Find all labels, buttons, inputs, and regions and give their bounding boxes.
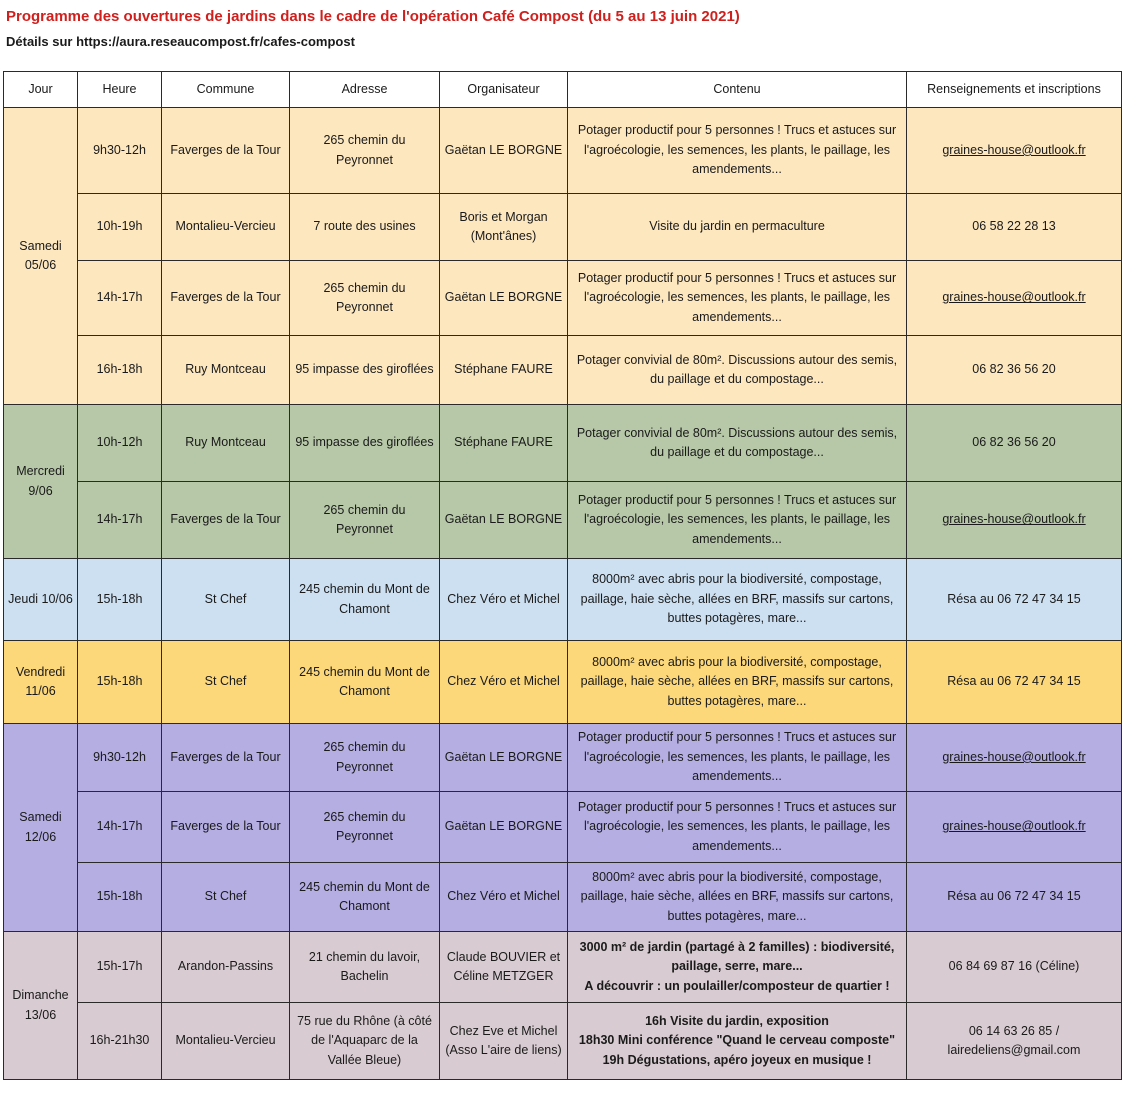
commune-cell: St Chef xyxy=(162,863,290,932)
phone-cell: Résa au 06 72 47 34 15 xyxy=(907,641,1122,724)
organizer-cell: Chez Eve et Michel (Asso L'aire de liens) xyxy=(440,1003,568,1080)
organizer-cell: Gaëtan LE BORGNE xyxy=(440,108,568,194)
address-cell: 95 impasse des giroflées xyxy=(290,405,440,482)
header-row xyxy=(4,72,1122,108)
address-cell: 265 chemin du Peyronnet xyxy=(290,108,440,194)
table-row xyxy=(4,932,1122,1003)
content-cell: Potager convivial de 80m². Discussions autour des semis, du paillage et du compostage... xyxy=(568,336,907,405)
day-cell: Vendredi 11/06 xyxy=(4,641,78,724)
time-cell: 16h-21h30 xyxy=(78,1003,162,1080)
table-row xyxy=(4,108,1122,194)
email-link[interactable]: graines-house@outlook.fr xyxy=(907,261,1122,336)
organizer-cell: Boris et Morgan (Mont'ânes) xyxy=(440,194,568,261)
phone-cell: 06 58 22 28 13 xyxy=(907,194,1122,261)
organizer-cell: Claude BOUVIER et Céline METZGER xyxy=(440,932,568,1003)
program-table xyxy=(3,71,1122,1080)
content-cell: 8000m² avec abris pour la biodiversité, compostage, paillage, haie sèche, allées en BRF, massifs sur cartons, buttes potagères, mare... xyxy=(568,863,907,932)
time-cell: 10h-19h xyxy=(78,194,162,261)
content-cell: Potager productif pour 5 personnes ! Trucs et astuces sur l'agroécologie, les semences, les plants, le paillage, les amendements... xyxy=(568,792,907,863)
time-cell: 14h-17h xyxy=(78,792,162,863)
commune-cell: Ruy Montceau xyxy=(162,405,290,482)
table-row xyxy=(4,559,1122,641)
commune-cell: Faverges de la Tour xyxy=(162,108,290,194)
phone-cell: 06 82 36 56 20 xyxy=(907,336,1122,405)
commune-cell: Faverges de la Tour xyxy=(162,724,290,792)
time-cell: 14h-17h xyxy=(78,261,162,336)
organizer-cell: Gaëtan LE BORGNE xyxy=(440,261,568,336)
table-row xyxy=(4,482,1122,559)
content-cell: Potager productif pour 5 personnes ! Trucs et astuces sur l'agroécologie, les semences, les plants, le paillage, les amendements... xyxy=(568,724,907,792)
table-row xyxy=(4,641,1122,724)
address-cell: 265 chemin du Peyronnet xyxy=(290,482,440,559)
address-cell: 75 rue du Rhône (à côté de l'Aquaparc de la Vallée Bleue) xyxy=(290,1003,440,1080)
content-cell: Potager productif pour 5 personnes ! Trucs et astuces sur l'agroécologie, les semences, les plants, le paillage, les amendements... xyxy=(568,482,907,559)
column-header: Jour xyxy=(4,72,78,108)
phone-cell: Résa au 06 72 47 34 15 xyxy=(907,863,1122,932)
content-cell: Visite du jardin en permaculture xyxy=(568,194,907,261)
day-cell: Dimanche 13/06 xyxy=(4,932,78,1080)
content-cell: 8000m² avec abris pour la biodiversité, compostage, paillage, haie sèche, allées en BRF, massifs sur cartons, buttes potagères, mare... xyxy=(568,559,907,641)
organizer-cell: Chez Véro et Michel xyxy=(440,641,568,724)
address-cell: 245 chemin du Mont de Chamont xyxy=(290,559,440,641)
address-cell: 265 chemin du Peyronnet xyxy=(290,792,440,863)
content-cell: 3000 m² de jardin (partagé à 2 familles) : biodiversité, paillage, serre, mare... A découvrir : un poulailler/composteur de quartier ! xyxy=(568,932,907,1003)
time-cell: 16h-18h xyxy=(78,336,162,405)
phone-cell: 06 84 69 87 16 (Céline) xyxy=(907,932,1122,1003)
column-header: Organisateur xyxy=(440,72,568,108)
organizer-cell: Chez Véro et Michel xyxy=(440,863,568,932)
address-cell: 265 chemin du Peyronnet xyxy=(290,724,440,792)
column-header: Adresse xyxy=(290,72,440,108)
address-cell: 95 impasse des giroflées xyxy=(290,336,440,405)
table-row xyxy=(4,863,1122,932)
time-cell: 9h30-12h xyxy=(78,724,162,792)
column-header: Commune xyxy=(162,72,290,108)
day-cell: Samedi 12/06 xyxy=(4,724,78,932)
email-link[interactable]: graines-house@outlook.fr xyxy=(907,792,1122,863)
page-title: Programme des ouvertures de jardins dans le cadre de l'opération Café Compost (du 5 au 13 juin 2021) xyxy=(6,8,740,25)
email-link[interactable]: graines-house@outlook.fr xyxy=(907,108,1122,194)
day-cell: Jeudi 10/06 xyxy=(4,559,78,641)
column-header: Heure xyxy=(78,72,162,108)
contact-cell: 06 14 63 26 85 / lairedeliens@gmail.com xyxy=(907,1003,1122,1080)
time-cell: 15h-18h xyxy=(78,559,162,641)
phone-cell: Résa au 06 72 47 34 15 xyxy=(907,559,1122,641)
organizer-cell: Gaëtan LE BORGNE xyxy=(440,724,568,792)
time-cell: 9h30-12h xyxy=(78,108,162,194)
table-row xyxy=(4,1003,1122,1080)
address-cell: 265 chemin du Peyronnet xyxy=(290,261,440,336)
address-cell: 245 chemin du Mont de Chamont xyxy=(290,641,440,724)
address-cell: 21 chemin du lavoir, Bachelin xyxy=(290,932,440,1003)
email-link[interactable]: graines-house@outlook.fr xyxy=(907,724,1122,792)
table-row xyxy=(4,194,1122,261)
content-cell: Potager productif pour 5 personnes ! Trucs et astuces sur l'agroécologie, les semences, les plants, le paillage, les amendements... xyxy=(568,261,907,336)
commune-cell: Ruy Montceau xyxy=(162,336,290,405)
organizer-cell: Gaëtan LE BORGNE xyxy=(440,482,568,559)
content-cell: 8000m² avec abris pour la biodiversité, compostage, paillage, haie sèche, allées en BRF, massifs sur cartons, buttes potagères, mare... xyxy=(568,641,907,724)
organizer-cell: Gaëtan LE BORGNE xyxy=(440,792,568,863)
content-cell: 16h Visite du jardin, exposition 18h30 Mini conférence "Quand le cerveau composte" 19h Dégustations, apéro joyeux en musique ! xyxy=(568,1003,907,1080)
address-cell: 7 route des usines xyxy=(290,194,440,261)
table-row xyxy=(4,405,1122,482)
organizer-cell: Chez Véro et Michel xyxy=(440,559,568,641)
time-cell: 15h-18h xyxy=(78,641,162,724)
day-cell: Mercredi 9/06 xyxy=(4,405,78,559)
phone-cell: 06 82 36 56 20 xyxy=(907,405,1122,482)
commune-cell: St Chef xyxy=(162,641,290,724)
organizer-cell: Stéphane FAURE xyxy=(440,405,568,482)
address-cell: 245 chemin du Mont de Chamont xyxy=(290,863,440,932)
commune-cell: Faverges de la Tour xyxy=(162,792,290,863)
commune-cell: Faverges de la Tour xyxy=(162,261,290,336)
time-cell: 15h-18h xyxy=(78,863,162,932)
commune-cell: Montalieu-Vercieu xyxy=(162,1003,290,1080)
time-cell: 14h-17h xyxy=(78,482,162,559)
content-cell: Potager convivial de 80m². Discussions autour des semis, du paillage et du compostage... xyxy=(568,405,907,482)
table-row xyxy=(4,792,1122,863)
column-header: Renseignements et inscriptions xyxy=(907,72,1122,108)
table-row xyxy=(4,724,1122,792)
time-cell: 15h-17h xyxy=(78,932,162,1003)
time-cell: 10h-12h xyxy=(78,405,162,482)
day-cell: Samedi 05/06 xyxy=(4,108,78,405)
commune-cell: St Chef xyxy=(162,559,290,641)
commune-cell: Arandon-Passins xyxy=(162,932,290,1003)
table-row xyxy=(4,336,1122,405)
commune-cell: Faverges de la Tour xyxy=(162,482,290,559)
column-header: Contenu xyxy=(568,72,907,108)
commune-cell: Montalieu-Vercieu xyxy=(162,194,290,261)
email-link[interactable]: graines-house@outlook.fr xyxy=(907,482,1122,559)
content-cell: Potager productif pour 5 personnes ! Trucs et astuces sur l'agroécologie, les semences, les plants, le paillage, les amendements... xyxy=(568,108,907,194)
organizer-cell: Stéphane FAURE xyxy=(440,336,568,405)
table-row xyxy=(4,261,1122,336)
details-line: Détails sur https://aura.reseaucompost.fr/cafes-compost xyxy=(6,34,355,49)
